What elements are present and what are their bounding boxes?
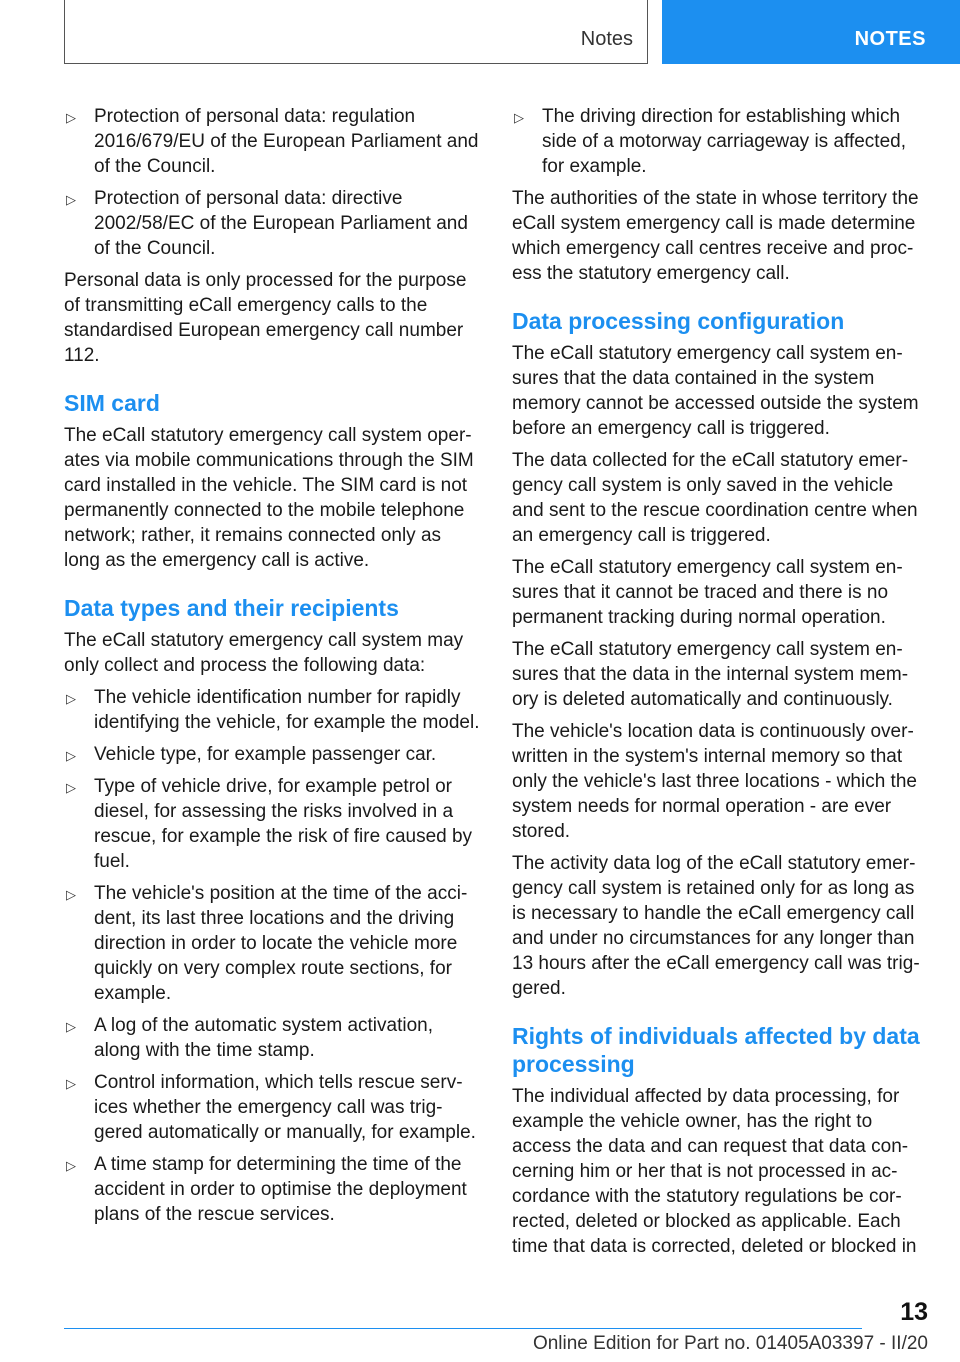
data-types-bullet-list bbox=[64, 685, 480, 1227]
bullet-triangle-icon: ▷ bbox=[66, 1076, 76, 1091]
heading-sim-card: SIM card bbox=[64, 390, 160, 416]
paragraph: The eCall statutory emergency call system ensures that the data contained in the system memory cannot be accessed outside the system before an emergency call is triggered. bbox=[512, 343, 919, 439]
heading-data-types: Data types and their recipients bbox=[64, 595, 399, 621]
list-item: ▷ The vehicle's position at the time of the accident, its last three locations and the driving direction in order to locate the vehicle more quickly on very complex route sections, for example. bbox=[66, 883, 468, 1004]
list-item: ▷ Type of vehicle drive, for example petrol or diesel, for assessing the risks involved in a rescue, for example the risk of fire caused by fuel. bbox=[66, 776, 473, 872]
paragraph: The eCall statutory emergency call system may only collect and process the following data: bbox=[64, 630, 464, 676]
page-header bbox=[0, 0, 960, 66]
list-item: ▷ A time stamp for determining the time of the accident in order to optimise the deployment plans of the rescue services. bbox=[66, 1154, 467, 1225]
section-tab-label: NOTES bbox=[854, 28, 926, 50]
list-item: ▷ Vehicle type, for example passenger car. bbox=[64, 742, 480, 767]
paragraph: Personal data is only processed for the purpose of transmitting eCall emergency calls to the standardised European emergency call number 112. bbox=[64, 270, 467, 366]
bullet-triangle-icon: ▷ bbox=[66, 748, 76, 763]
header-title: Notes bbox=[580, 28, 633, 50]
left-column bbox=[64, 104, 480, 1234]
list-item: ▷ The driving direction for establishing which side of a motorway carriageway is affected, for example. bbox=[514, 106, 906, 177]
bullet-triangle-icon: ▷ bbox=[514, 110, 524, 125]
right-column bbox=[512, 104, 928, 1266]
paragraph: The individual affected by data processing, for example the vehicle owner, has the right to access the data and can request that data concerning him or her that is not processed in accordance with the statutory regulations be corrected, deleted or blocked as applicable. Each time that data is corrected, deleted or blocked in bbox=[512, 1086, 917, 1257]
list-item: ▷ Protection of personal data: regulation 2016/679/EU of the European Parliament and of the Council. bbox=[66, 106, 479, 177]
footer-divider bbox=[64, 1328, 862, 1329]
heading-data-processing-configuration: Data processing configuration bbox=[512, 308, 845, 334]
bullet-triangle-icon: ▷ bbox=[66, 780, 76, 795]
bullet-triangle-icon: ▷ bbox=[66, 110, 76, 125]
paragraph: The activity data log of the eCall statutory emergency call system is retained only for as long as is necessary to handle the eCall emergency call and under no circumstances for any longer than 13 hours after the eCall emergency call was triggered. bbox=[512, 853, 920, 999]
bullet-triangle-icon: ▷ bbox=[66, 887, 76, 902]
bullet-triangle-icon: ▷ bbox=[66, 1019, 76, 1034]
paragraph: The eCall statutory emergency call system ensures that it cannot be traced and there is no permanent tracking during normal operation. bbox=[512, 557, 903, 628]
left-top-bullet-list bbox=[64, 104, 480, 261]
bullet-triangle-icon: ▷ bbox=[66, 1158, 76, 1173]
list-item: ▷ The vehicle identification number for rapidly identifying the vehicle, for example the model. bbox=[66, 687, 480, 733]
list-item: ▷ Control information, which tells rescue services whether the emergency call was triggered automatically or manually, for example. bbox=[66, 1072, 476, 1143]
bullet-triangle-icon: ▷ bbox=[66, 691, 76, 706]
paragraph: The data collected for the eCall statutory emergency call system is only saved in the vehicle and sent to the rescue coordination centre when an emergency call is triggered. bbox=[512, 450, 918, 546]
paragraph: The vehicle's location data is continuously overwritten in the system's internal memory so that only the vehicle's last three locations - which the system needs for normal operation - are ever stored. bbox=[512, 721, 917, 842]
page-number: 13 bbox=[900, 1298, 928, 1326]
footer-edition-text: Online Edition for Part no. 01405A03397 - II/20 bbox=[532, 1333, 928, 1354]
paragraph: The authorities of the state in whose territory the eCall system emergency call is made determine which emergency call centres receive and process the statutory emergency call. bbox=[512, 188, 919, 284]
section-tab bbox=[662, 0, 960, 64]
right-top-bullet-list bbox=[512, 104, 928, 179]
header-title-box bbox=[64, 0, 648, 64]
paragraph: The eCall statutory emergency call system operates via mobile communications through the SIM card installed in the vehicle. The SIM card is not permanently connected to the mobile telephone network; rather, it remains connected only as long as the emergency call is active. bbox=[64, 425, 474, 571]
bullet-triangle-icon: ▷ bbox=[66, 192, 76, 207]
list-item: ▷ A log of the automatic system activation, along with the time stamp. bbox=[66, 1015, 434, 1061]
list-item: ▷ Protection of personal data: directive 2002/58/EC of the European Parliament and of the Council. bbox=[66, 188, 468, 259]
paragraph: The eCall statutory emergency call system ensures that the data in the internal system memory is deleted automatically and continuously. bbox=[512, 639, 909, 710]
heading-rights-of-individuals: Rights of individuals affected by data processing bbox=[512, 1023, 920, 1077]
